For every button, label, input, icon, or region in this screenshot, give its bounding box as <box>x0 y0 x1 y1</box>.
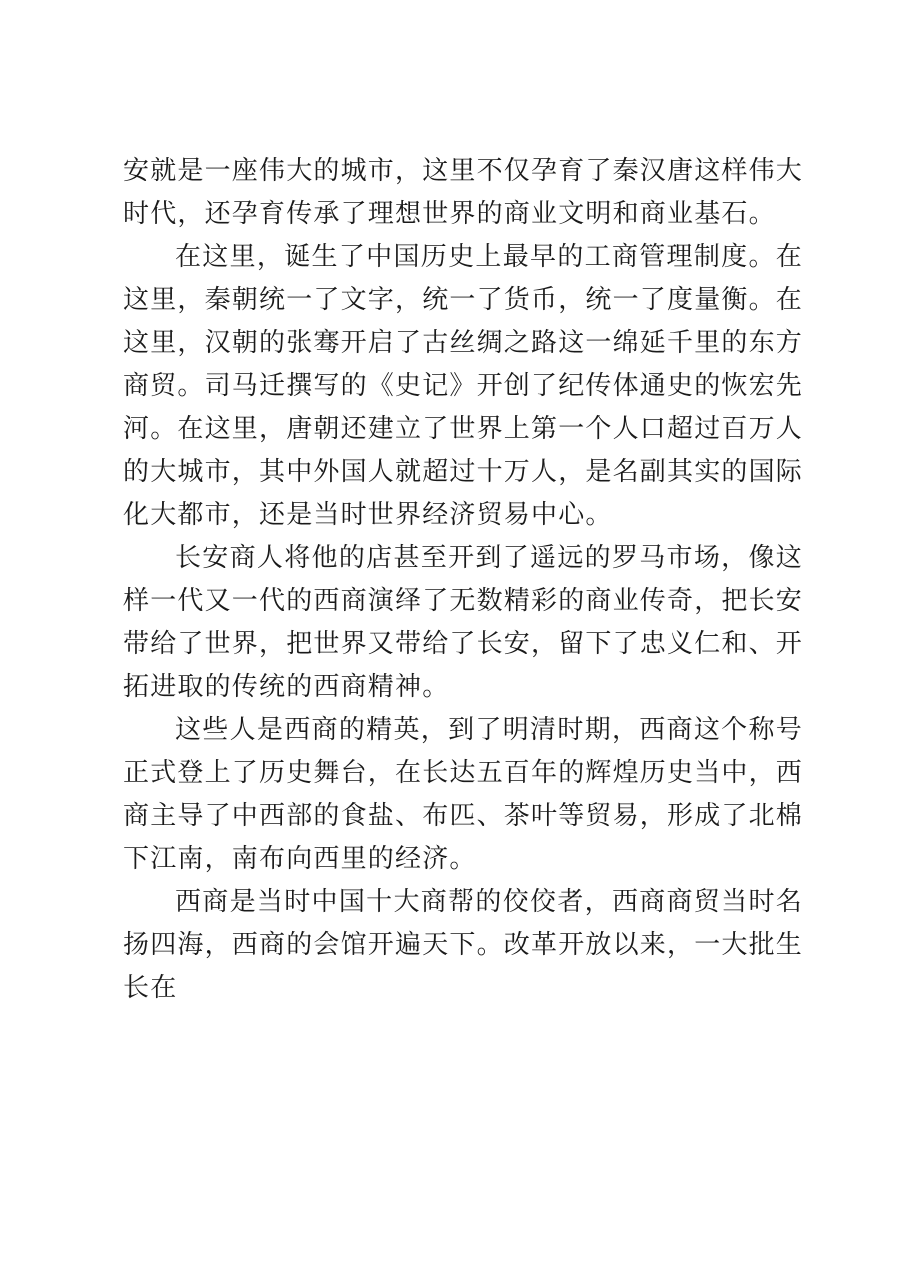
paragraph-1: 安就是一座伟大的城市，这里不仅孕育了秦汉唐这样伟大时代，还孕育传承了理想世界的商业文明和商业基石。 <box>123 156 804 229</box>
paragraph-4: 这些人是西商的精英，到了明清时期，西商这个称号正式登上了历史舞台，在长达五百年的辉煌历史当中，西商主导了中西部的食盐、布匹、茶叶等贸易，形成了北棉下江南，南布向西里的经济。 <box>123 715 804 874</box>
paragraph-2: 在这里，诞生了中国历史上最早的工商管理制度。在这里，秦朝统一了文字，统一了货币，统一了度量衡。在这里，汉朝的张骞开启了古丝绸之路这一绵延千里的东方商贸。司马迁撰写的《史记》开创了纪传体通史的恢宏先河。在这里，唐朝还建立了世界上第一个人口超过百万人的大城市，其中外国人就超过十万人，是名副其实的国际化大都市，还是当时世界经济贸易中心。 <box>123 242 804 530</box>
document-body <box>123 150 803 1010</box>
paragraph-3: 长安商人将他的店甚至开到了遥远的罗马市场，像这样一代又一代的西商演绎了无数精彩的商业传奇，把长安带给了世界，把世界又带给了长安，留下了忠义仁和、开拓进取的传统的西商精神。 <box>123 543 804 702</box>
paragraph-5: 西商是当时中国十大商帮的佼佼者，西商商贸当时名扬四海，西商的会馆开遍天下。改革开放以来，一大批生长在 <box>123 887 804 1003</box>
